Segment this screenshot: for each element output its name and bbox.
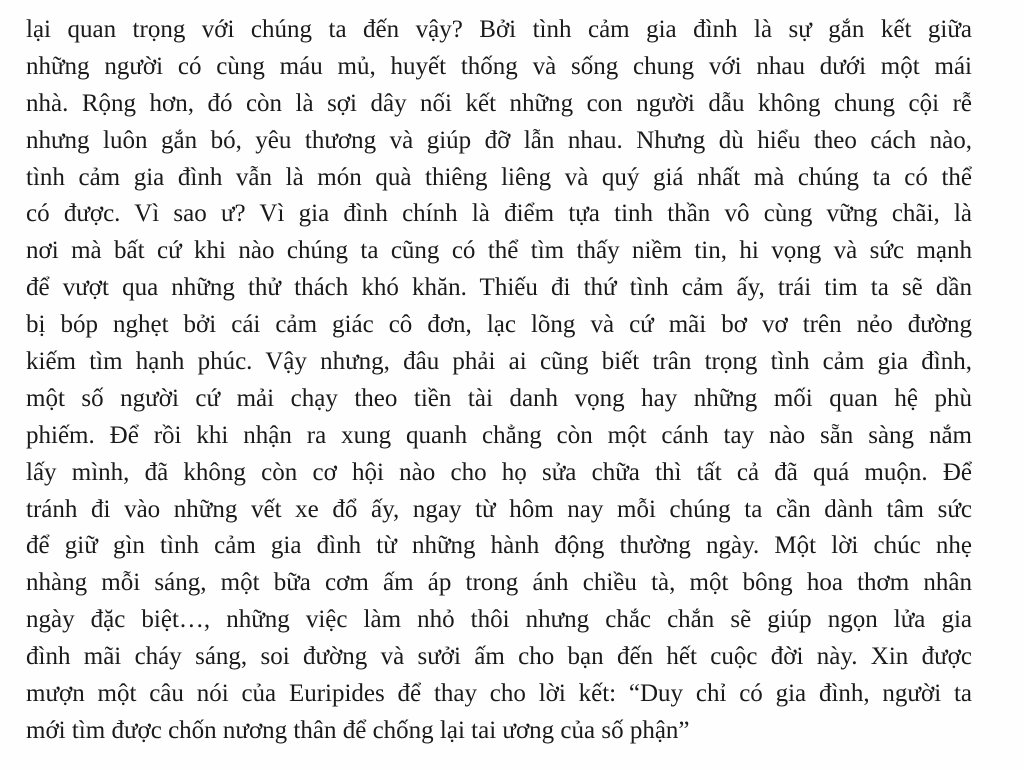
text-line: nhàng mỗi sáng, một bữa cơm ấm áp trong ánh chiều tà, một bông hoa thơm nhân — [26, 569, 972, 597]
text-line: tránh đi vào những vết xe đổ ấy, ngay từ hôm nay mỗi chúng ta cần dành tâm sức — [26, 495, 972, 523]
text-line: ngày đặc biệt…, những việc làm nhỏ thôi nhưng chắc chắn sẽ giúp ngọn lửa gia — [26, 606, 972, 634]
text-line: để giữ gìn tình cảm gia đình từ những hành động thường ngày. Một lời chúc nhẹ — [26, 532, 972, 560]
text-line: nhà. Rộng hơn, đó còn là sợi dây nối kết những con người dẫu không chung cội rễ — [26, 89, 972, 117]
text-line: có được. Vì sao ư? Vì gia đình chính là điểm tựa tinh thần vô cùng vững chãi, là — [26, 200, 972, 228]
text-line: những người có cùng máu mủ, huyết thống và sống chung với nhau dưới một mái — [26, 52, 972, 80]
text-line: phiếm. Để rồi khi nhận ra xung quanh chẳng còn một cánh tay nào sẵn sàng nắm — [26, 421, 972, 449]
text-line-last: mới tìm được chốn nương thân để chống lại tai ương của số phận” — [26, 716, 690, 744]
text-line: đình mãi cháy sáng, soi đường và sưởi ấm cho bạn đến hết cuộc đời này. Xin được — [26, 643, 972, 671]
text-line: lấy mình, đã không còn cơ hội nào cho họ sửa chữa thì tất cả đã quá muộn. Để — [26, 458, 972, 486]
text-line: một số người cứ mải chạy theo tiền tài danh vọng hay những mối quan hệ phù — [26, 384, 972, 412]
text-line: nhưng luôn gắn bó, yêu thương và giúp đỡ lẫn nhau. Nhưng dù hiểu theo cách nào, — [26, 126, 972, 154]
text-line: lại quan trọng với chúng ta đến vậy? Bởi tình cảm gia đình là sự gắn kết giữa — [26, 16, 972, 43]
text-line: mượn một câu nói của Euripides để thay cho lời kết: “Duy chỉ có gia đình, người ta — [26, 680, 972, 708]
text-line: bị bóp nghẹt bởi cái cảm giác cô đơn, lạc lõng và cứ mãi bơ vơ trên nẻo đường — [26, 311, 972, 339]
text-line: nơi mà bất cứ khi nào chúng ta cũng có thể tìm thấy niềm tin, hi vọng và sức mạnh — [26, 237, 972, 265]
text-line: kiếm tìm hạnh phúc. Vậy nhưng, đâu phải ai cũng biết trân trọng tình cảm gia đình, — [26, 348, 972, 376]
paragraph — [26, 12, 972, 750]
text-line: để vượt qua những thử thách khó khăn. Thiếu đi thứ tình cảm ấy, trái tim ta sẽ dần — [26, 274, 972, 302]
text-line: tình cảm gia đình vẫn là món quà thiêng liêng và quý giá nhất mà chúng ta có thể — [26, 163, 972, 191]
